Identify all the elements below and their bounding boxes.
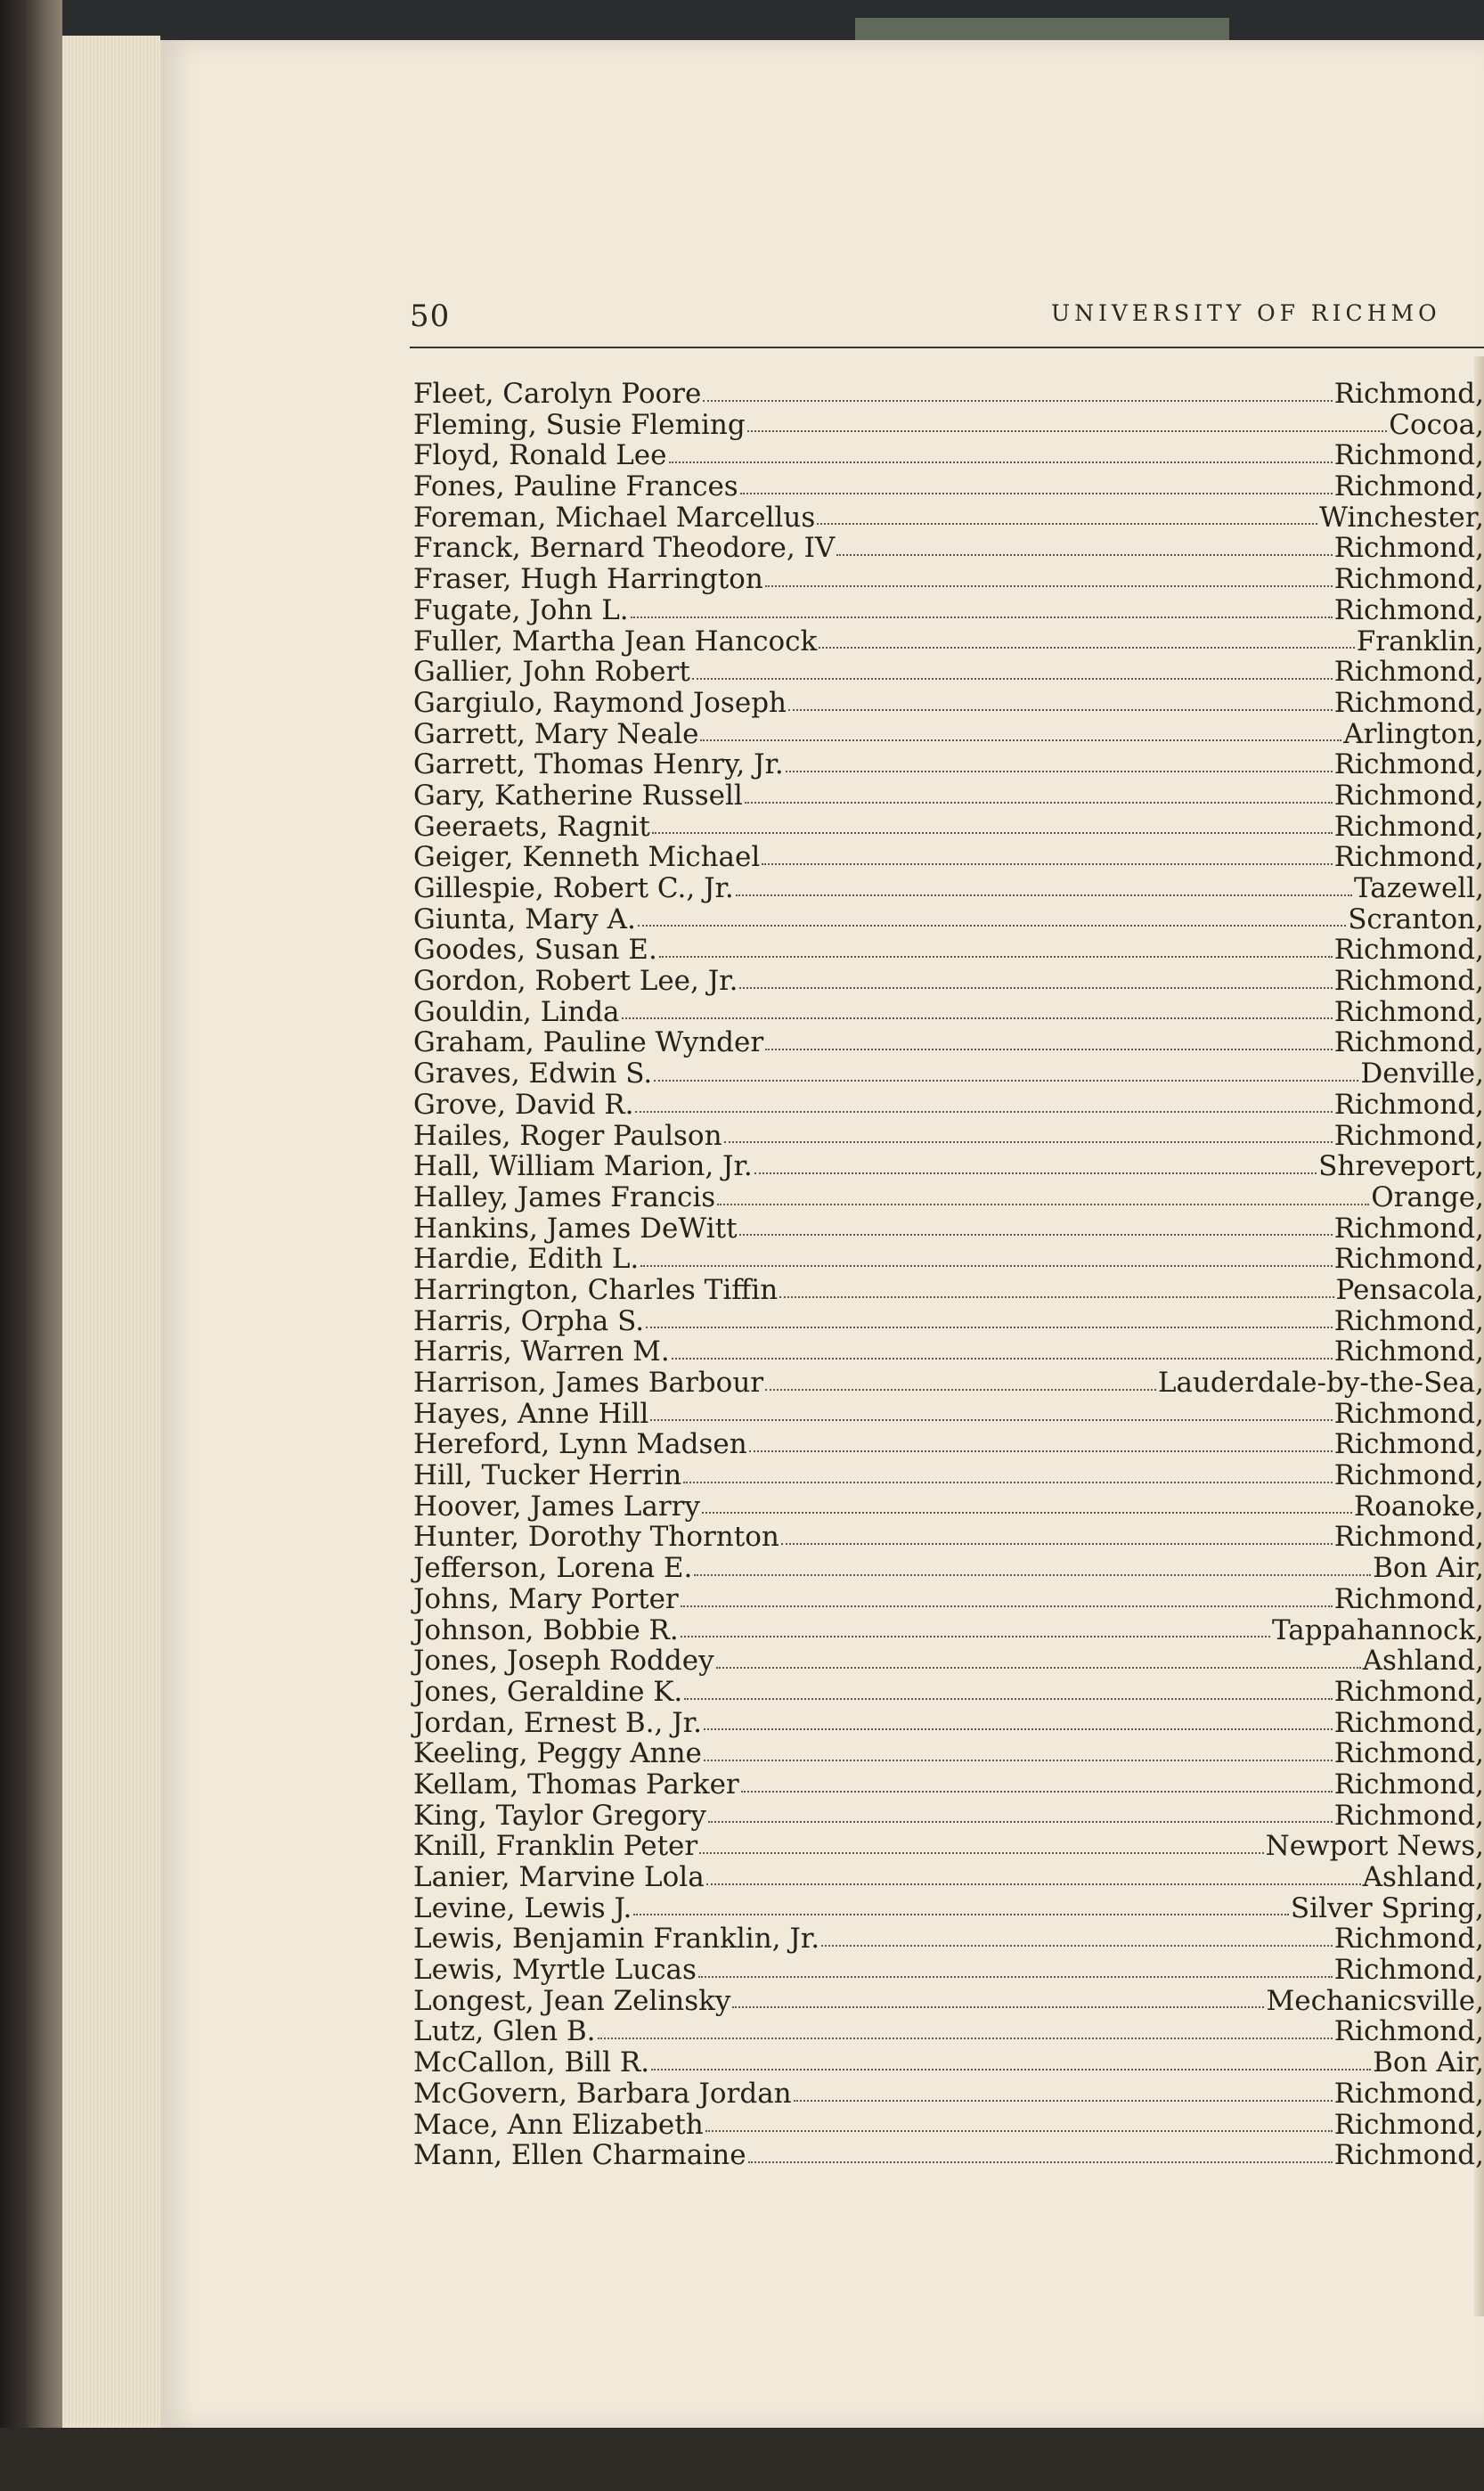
dot-leader <box>741 1791 1333 1793</box>
hometown: Orange, <box>1371 1180 1484 1213</box>
dot-leader <box>706 1883 1361 1885</box>
hometown: Richmond, <box>1333 841 1484 874</box>
book-cover-bottom <box>0 2428 1484 2491</box>
list-item <box>413 1522 1484 1553</box>
list-item <box>413 812 1484 843</box>
hometown: Roanoke, <box>1353 1490 1484 1523</box>
hometown: Richmond, <box>1333 1768 1484 1801</box>
student-name: Hunter, Dorothy Thornton <box>413 1521 779 1554</box>
list-item <box>413 780 1484 812</box>
student-name: Hereford, Lynn Madsen <box>413 1428 747 1461</box>
student-name: Fones, Pauline Frances <box>413 470 738 503</box>
list-item <box>413 502 1484 534</box>
student-name: Jefferson, Lorena E. <box>413 1552 693 1585</box>
student-name: Johns, Mary Porter <box>413 1582 679 1615</box>
student-name: Kellam, Thomas Parker <box>413 1768 739 1801</box>
dot-leader <box>708 1821 1333 1823</box>
dot-leader <box>754 1172 1317 1174</box>
list-item <box>413 595 1484 626</box>
list-item <box>413 657 1484 688</box>
hometown: Mechanicsville, <box>1266 1984 1484 2017</box>
dot-leader <box>765 585 1333 587</box>
header-rule <box>410 347 1484 348</box>
book-spine <box>0 0 62 2491</box>
list-item <box>413 1027 1484 1058</box>
hometown: Pensacola, <box>1335 1273 1484 1306</box>
list-item <box>413 1646 1484 1677</box>
dot-leader <box>765 1389 1156 1391</box>
list-item <box>413 1738 1484 1769</box>
list-item <box>413 688 1484 719</box>
running-head: UNIVERSITY OF RICHMO <box>1051 300 1441 326</box>
student-name: Gordon, Robert Lee, Jr. <box>413 965 738 998</box>
student-name: Jones, Geraldine K. <box>413 1675 683 1708</box>
dot-leader <box>622 1017 1333 1019</box>
dot-leader <box>681 1605 1333 1607</box>
hometown: Ashland, <box>1362 1645 1484 1678</box>
dot-leader <box>652 832 1333 834</box>
list-item <box>413 564 1484 595</box>
student-name: Harrington, Charles Tiffin <box>413 1273 779 1306</box>
hometown: Richmond, <box>1333 1335 1484 1368</box>
list-item <box>413 966 1484 997</box>
dot-leader <box>747 430 1388 432</box>
dot-leader <box>781 1543 1333 1545</box>
list-item <box>413 410 1484 441</box>
student-name: Lewis, Benjamin Franklin, Jr. <box>413 1923 820 1956</box>
dot-leader <box>779 1296 1333 1298</box>
dot-leader <box>640 1265 1332 1267</box>
dot-leader <box>732 2006 1264 2008</box>
student-name: Levine, Lewis J. <box>413 1891 632 1924</box>
list-item <box>413 1615 1484 1646</box>
dot-leader <box>739 987 1332 989</box>
hometown: Bon Air, <box>1373 1552 1484 1585</box>
list-item <box>413 1769 1484 1801</box>
page-stack <box>62 36 160 2441</box>
hometown: Shreveport, <box>1318 1150 1484 1183</box>
list-item <box>413 2110 1484 2141</box>
list-item <box>413 1336 1484 1368</box>
list-item <box>413 1244 1484 1275</box>
hometown: Silver Spring, <box>1290 1891 1484 1924</box>
dot-leader <box>669 461 1333 463</box>
hometown: Richmond, <box>1333 378 1484 410</box>
student-name: Gillespie, Robert C., Jr. <box>413 872 734 904</box>
student-name: Geiger, Kenneth Michael <box>413 841 761 874</box>
dot-leader <box>740 493 1333 494</box>
list-item <box>413 1986 1484 2017</box>
hometown: Richmond, <box>1333 1582 1484 1615</box>
list-item <box>413 1429 1484 1460</box>
list-item <box>413 1677 1484 1708</box>
hometown: Richmond, <box>1333 656 1484 689</box>
student-name: Mace, Ann Elizabeth <box>413 2108 704 2141</box>
hometown: Franklin, <box>1356 625 1484 657</box>
list-item <box>413 2079 1484 2110</box>
list-item <box>413 1708 1484 1739</box>
student-name: Lanier, Marvine Lola <box>413 1861 705 1893</box>
hometown: Richmond, <box>1333 1923 1484 1956</box>
student-name: Hill, Tucker Herrin <box>413 1459 682 1492</box>
student-name: Longest, Jean Zelinsky <box>413 1984 731 2017</box>
dot-leader <box>819 647 1354 649</box>
list-item <box>413 1368 1484 1399</box>
dot-leader <box>681 1636 1270 1638</box>
dot-leader <box>659 956 1333 958</box>
dot-leader <box>794 2100 1333 2102</box>
hometown: Tazewell, <box>1354 872 1484 904</box>
student-name: McGovern, Barbara Jordan <box>413 2077 792 2110</box>
list-item <box>413 471 1484 502</box>
list-item <box>413 1491 1484 1523</box>
student-name: Hailes, Roger Paulson <box>413 1119 722 1152</box>
dot-leader <box>704 1728 1333 1730</box>
student-name: Geeraets, Ragnit <box>413 810 650 843</box>
list-item <box>413 997 1484 1028</box>
list-item <box>413 842 1484 873</box>
student-name: Franck, Bernard Theodore, IV <box>413 532 836 565</box>
list-item <box>413 1893 1484 1924</box>
list-item <box>413 719 1484 750</box>
list-item <box>413 2047 1484 2079</box>
hometown: Ashland, <box>1362 1861 1484 1893</box>
hometown: Denville, <box>1360 1058 1484 1090</box>
dot-leader <box>698 1976 1333 1978</box>
list-item <box>413 1553 1484 1584</box>
hometown: Richmond, <box>1333 1026 1484 1059</box>
list-item <box>413 1151 1484 1182</box>
hometown: Richmond, <box>1333 748 1484 781</box>
student-name: Mann, Ellen Charmaine <box>413 2139 746 2172</box>
hometown: Scranton, <box>1348 902 1484 935</box>
dot-leader <box>786 771 1333 772</box>
list-item <box>413 1275 1484 1306</box>
student-name: Lutz, Glen B. <box>413 2015 596 2048</box>
hometown: Richmond, <box>1333 563 1484 596</box>
hometown: Richmond, <box>1333 2139 1484 2172</box>
student-name: Hall, William Marion, Jr. <box>413 1150 753 1183</box>
hometown: Richmond, <box>1333 995 1484 1028</box>
hometown: Richmond, <box>1333 965 1484 998</box>
student-name: Johnson, Bobbie R. <box>413 1613 679 1646</box>
student-name: Gary, Katherine Russell <box>413 779 743 812</box>
student-name: Grove, David R. <box>413 1088 634 1121</box>
dot-leader <box>765 1049 1332 1050</box>
list-item <box>413 2140 1484 2171</box>
dot-leader <box>684 1698 1332 1700</box>
dot-leader <box>654 1080 1358 1082</box>
list-item <box>413 533 1484 564</box>
dot-leader <box>748 2161 1333 2163</box>
list-item <box>413 1955 1484 1986</box>
dot-leader <box>705 2130 1333 2132</box>
hometown: Richmond, <box>1333 1428 1484 1461</box>
student-name: Fraser, Hugh Harrington <box>413 563 763 596</box>
list-item <box>413 1831 1484 1862</box>
list-item <box>413 440 1484 471</box>
list-item <box>413 1182 1484 1213</box>
list-item <box>413 873 1484 904</box>
list-item <box>413 1090 1484 1121</box>
list-item <box>413 1399 1484 1430</box>
dot-leader <box>646 1327 1333 1328</box>
hometown: Richmond, <box>1333 1088 1484 1121</box>
hometown: Richmond, <box>1333 779 1484 812</box>
dot-leader <box>749 1450 1333 1452</box>
student-name: Hardie, Edith L. <box>413 1243 640 1276</box>
hometown: Richmond, <box>1333 1243 1484 1276</box>
list-item <box>413 379 1484 410</box>
student-name: Hoover, James Larry <box>413 1490 700 1523</box>
hometown: Lauderdale-by-the-Sea, <box>1157 1367 1484 1399</box>
student-name: Gargiulo, Raymond Joseph <box>413 686 787 719</box>
hometown: Newport News, <box>1265 1830 1484 1863</box>
dot-leader <box>638 925 1346 927</box>
hometown: Winchester, <box>1319 501 1484 534</box>
student-name: Floyd, Ronald Lee <box>413 439 667 472</box>
dot-leader <box>817 523 1317 525</box>
hometown: Richmond, <box>1333 934 1484 967</box>
student-name: Garrett, Mary Neale <box>413 717 699 750</box>
list-item <box>413 2016 1484 2047</box>
list-item <box>413 904 1484 935</box>
hometown: Richmond, <box>1333 1119 1484 1152</box>
hometown: Richmond, <box>1333 1799 1484 1832</box>
list-item <box>413 626 1484 657</box>
hometown: Richmond, <box>1333 1706 1484 1739</box>
list-item <box>413 1584 1484 1615</box>
dot-leader <box>716 1667 1361 1669</box>
hometown: Richmond, <box>1333 2108 1484 2141</box>
dot-leader <box>745 802 1333 804</box>
student-name: Giunta, Mary A. <box>413 902 636 935</box>
list-item <box>413 935 1484 966</box>
student-name: King, Taylor Gregory <box>413 1799 706 1832</box>
list-item <box>413 1923 1484 1955</box>
student-name: Hayes, Anne Hill <box>413 1397 649 1430</box>
student-name: Hankins, James DeWitt <box>413 1212 738 1245</box>
dot-leader <box>836 554 1332 556</box>
student-name: Fugate, John L. <box>413 593 629 626</box>
hometown: Richmond, <box>1333 686 1484 719</box>
dot-leader <box>717 1204 1369 1205</box>
hometown: Richmond, <box>1333 1737 1484 1770</box>
hometown: Arlington, <box>1343 717 1484 750</box>
dot-leader <box>631 617 1333 618</box>
hometown: Richmond, <box>1333 2077 1484 2110</box>
student-name: Jordan, Ernest B., Jr. <box>413 1706 702 1739</box>
hometown: Richmond, <box>1333 470 1484 503</box>
dot-leader <box>704 1760 1333 1761</box>
dot-leader <box>700 739 1341 741</box>
dot-leader <box>703 400 1332 402</box>
dot-leader <box>739 1234 1333 1236</box>
dot-leader <box>762 863 1332 865</box>
student-name: Harris, Orpha S. <box>413 1304 645 1337</box>
hometown: Richmond, <box>1333 1212 1484 1245</box>
dot-leader <box>650 1419 1332 1421</box>
list-item <box>413 749 1484 780</box>
hometown: Richmond, <box>1333 593 1484 626</box>
dot-leader <box>821 1945 1333 1947</box>
dot-leader <box>692 678 1333 680</box>
directory-list <box>413 379 1484 2171</box>
student-name: Fuller, Martha Jean Hancock <box>413 625 818 657</box>
hometown: Cocoa, <box>1389 408 1484 441</box>
dot-leader <box>694 1574 1371 1576</box>
student-name: Keeling, Peggy Anne <box>413 1737 702 1770</box>
list-item <box>413 1460 1484 1491</box>
student-name: Lewis, Myrtle Lucas <box>413 1954 697 1987</box>
dot-leader <box>788 709 1333 711</box>
hometown: Richmond, <box>1333 1521 1484 1554</box>
dot-leader <box>683 1482 1332 1483</box>
student-name: Graves, Edwin S. <box>413 1058 653 1090</box>
student-name: Graham, Pauline Wynder <box>413 1026 764 1059</box>
dot-leader <box>736 894 1352 896</box>
student-name: Harrison, James Barbour <box>413 1367 764 1399</box>
list-item <box>413 1121 1484 1152</box>
hometown: Richmond, <box>1333 532 1484 565</box>
dot-leader <box>635 1111 1332 1113</box>
hometown: Richmond, <box>1333 1675 1484 1708</box>
student-name: McCallon, Bill R. <box>413 2046 650 2079</box>
dot-leader <box>724 1141 1333 1143</box>
student-name: Foreman, Michael Marcellus <box>413 501 816 534</box>
student-name: Jones, Joseph Roddey <box>413 1645 714 1678</box>
hometown: Richmond, <box>1333 810 1484 843</box>
student-name: Halley, James Francis <box>413 1180 716 1213</box>
student-name: Garrett, Thomas Henry, Jr. <box>413 748 784 781</box>
dot-leader <box>699 1852 1263 1854</box>
student-name: Fleet, Carolyn Poore <box>413 378 702 410</box>
hometown: Richmond, <box>1333 1397 1484 1430</box>
dot-leader <box>702 1512 1352 1514</box>
student-name: Gouldin, Linda <box>413 995 620 1028</box>
list-item <box>413 1306 1484 1337</box>
hometown: Richmond, <box>1333 439 1484 472</box>
hometown: Tappahannock, <box>1272 1613 1484 1646</box>
dot-leader <box>672 1358 1333 1360</box>
hometown: Richmond, <box>1333 1954 1484 1987</box>
hometown: Richmond, <box>1333 2015 1484 2048</box>
hometown: Bon Air, <box>1373 2046 1484 2079</box>
dot-leader <box>633 1914 1289 1915</box>
dot-leader <box>598 2038 1333 2039</box>
hometown: Richmond, <box>1333 1304 1484 1337</box>
list-item <box>413 1801 1484 1832</box>
student-name: Gallier, John Robert <box>413 656 690 689</box>
hometown: Richmond, <box>1333 1459 1484 1492</box>
list-item <box>413 1058 1484 1090</box>
list-item <box>413 1862 1484 1893</box>
list-item <box>413 1213 1484 1245</box>
student-name: Fleming, Susie Fleming <box>413 408 746 441</box>
student-name: Harris, Warren M. <box>413 1335 670 1368</box>
student-name: Goodes, Susan E. <box>413 934 657 967</box>
page-number: 50 <box>410 298 451 334</box>
student-name: Knill, Franklin Peter <box>413 1830 698 1863</box>
dot-leader <box>651 2069 1371 2070</box>
